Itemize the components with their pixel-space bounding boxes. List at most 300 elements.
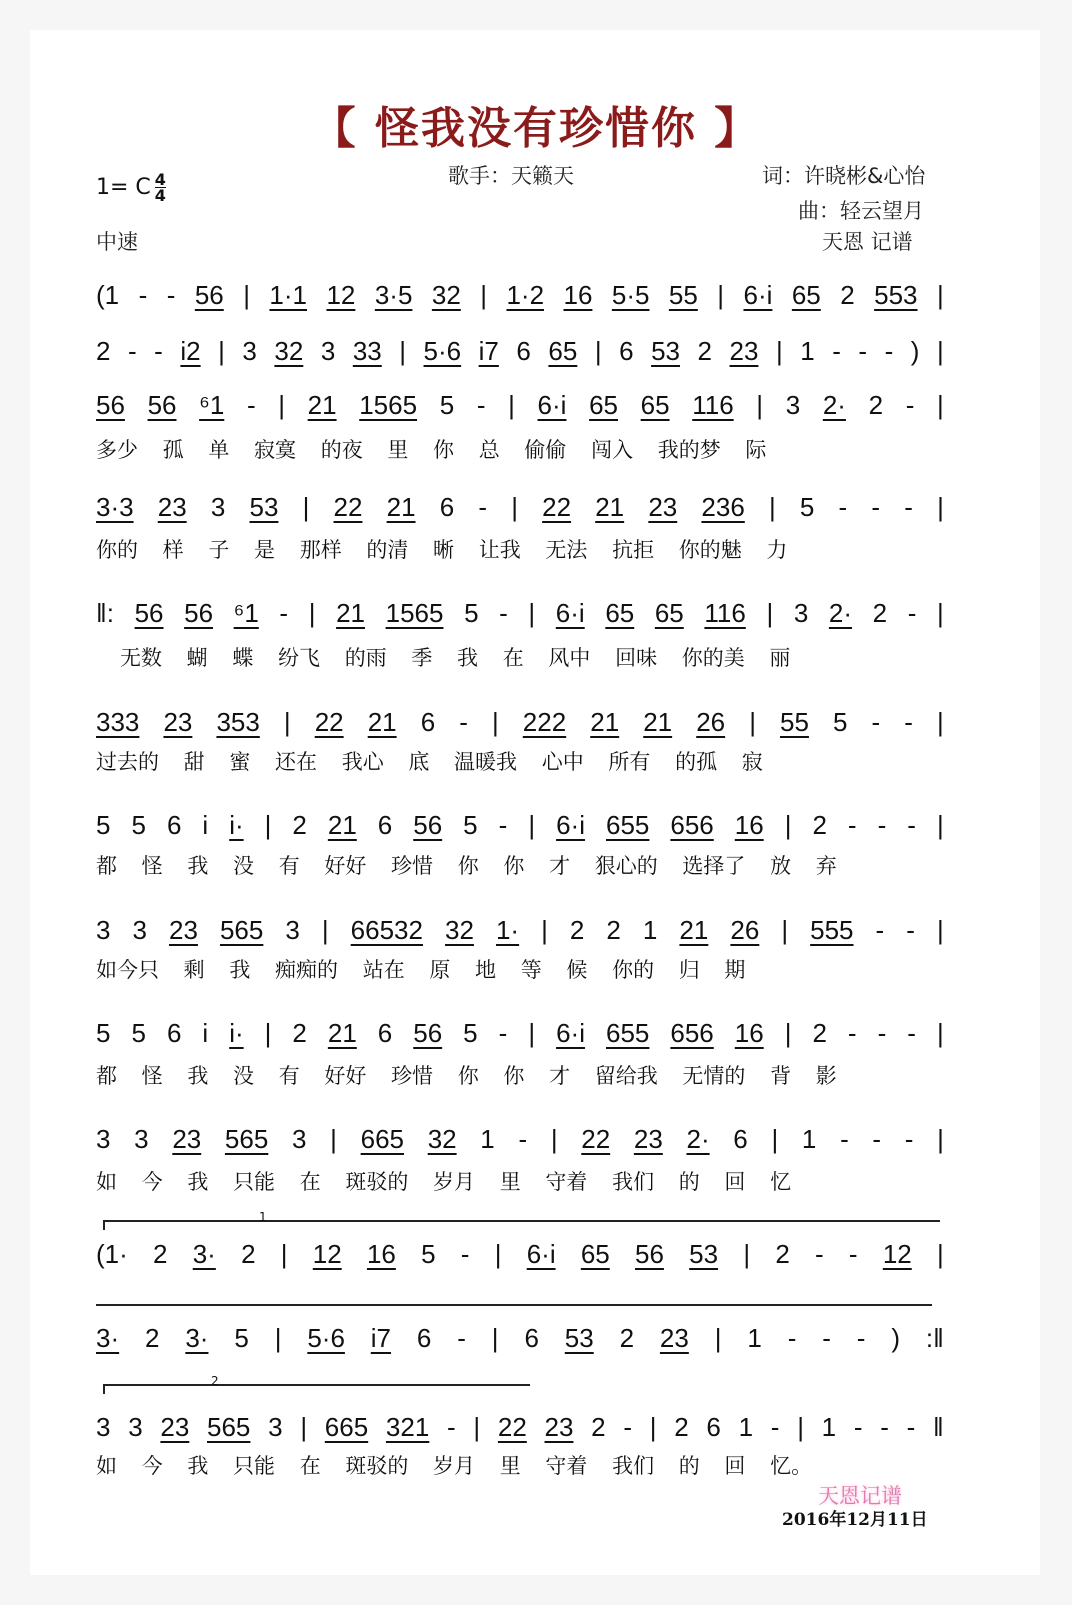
- note-group: 3: [268, 1411, 283, 1442]
- note-group: 565: [224, 1123, 269, 1154]
- note-group: -: [904, 1123, 914, 1154]
- volta-first-label: 1: [259, 1210, 267, 1224]
- barline: |: [264, 809, 272, 840]
- note-group: 16: [563, 279, 593, 310]
- note-group: 65: [640, 389, 670, 420]
- note-group: 222: [522, 706, 567, 737]
- barline: |: [274, 1322, 282, 1353]
- note-group: 56: [413, 809, 443, 840]
- barline: |: [768, 491, 776, 522]
- note-group: 665: [324, 1411, 369, 1442]
- note-group: 23: [544, 1411, 574, 1442]
- note-group: 3: [132, 914, 147, 945]
- note-group: 5: [464, 597, 479, 628]
- note-group: -: [847, 1017, 857, 1048]
- notation-line: [96, 388, 944, 422]
- note-group: 21: [336, 597, 365, 628]
- note-group: 236: [701, 491, 745, 522]
- note-group: 3: [210, 491, 226, 522]
- note-group: 56: [635, 1238, 664, 1269]
- transcriber-stamp: 天恩记谱: [818, 1484, 902, 1508]
- note-group: -: [858, 335, 868, 366]
- note-group: -: [154, 335, 163, 366]
- transcriber: 天恩 记谱: [822, 230, 913, 254]
- time-bottom: 4: [154, 186, 166, 205]
- note-group: 3: [320, 335, 336, 366]
- barline: |: [936, 1017, 944, 1048]
- notation-line: [96, 1321, 944, 1355]
- barline: |: [480, 279, 487, 310]
- note-group: -: [847, 809, 857, 840]
- barline: |: [321, 914, 329, 945]
- barline: |: [528, 809, 536, 840]
- notation-line: [96, 490, 944, 524]
- barline: |: [749, 706, 756, 737]
- note-group: 5: [234, 1322, 249, 1353]
- note-group: 3: [134, 1123, 149, 1154]
- note-group: ⁶1: [199, 389, 225, 420]
- note-group: 21: [327, 1017, 357, 1048]
- barline: |: [511, 491, 518, 522]
- note-group: 5·5: [611, 279, 650, 310]
- note-group: 3: [793, 597, 809, 628]
- barline: |: [936, 597, 944, 628]
- key-signature: [96, 172, 166, 203]
- lyrics-line: 如 今 我 只能 在 斑驳的 岁月 里 守着 我们 的 回 忆。: [96, 1454, 813, 1478]
- note-group: 33: [352, 335, 382, 366]
- note-group: -: [906, 914, 915, 945]
- note-group: -: [907, 597, 917, 628]
- note-group: 2: [775, 1238, 790, 1269]
- barline: |: [528, 1017, 536, 1048]
- note-group: 116: [692, 389, 734, 420]
- note-group: 53: [651, 335, 680, 366]
- note-group: 65: [580, 1238, 610, 1269]
- note-group: 3: [96, 914, 111, 945]
- composer: 曲：轻云望月: [798, 199, 924, 223]
- note-group: ⁶1: [233, 597, 259, 628]
- barline: |: [491, 1322, 499, 1353]
- notation-line: [96, 334, 944, 368]
- notation-line: [96, 1237, 944, 1271]
- note-group: 32: [274, 335, 304, 366]
- note-group: 3: [292, 1123, 307, 1154]
- note-group: 65: [605, 597, 635, 628]
- note-group: -: [877, 809, 887, 840]
- barline: |: [936, 279, 944, 310]
- note-group: 2: [241, 1238, 256, 1269]
- note-group: -: [838, 491, 848, 522]
- note-group: 5: [833, 706, 848, 737]
- barline: |: [649, 1411, 657, 1442]
- note-group: 655: [605, 809, 650, 840]
- note-group: 321: [385, 1411, 430, 1442]
- note-group: -: [856, 1322, 866, 1353]
- note-group: 665: [360, 1123, 404, 1154]
- note-group: (1·: [96, 1238, 128, 1269]
- note-group: 22: [581, 1123, 611, 1154]
- note-group: -: [877, 1017, 887, 1048]
- note-group: 3·: [185, 1322, 209, 1353]
- barline: |: [756, 389, 764, 420]
- note-group: 1: [642, 914, 658, 945]
- note-group: 2: [868, 389, 884, 420]
- barline: |: [300, 1411, 308, 1442]
- note-group: 3·: [192, 1238, 216, 1269]
- lyrics-line: 都 怪 我 没 有 好好 珍惜 你 你 才 狠心的 选择了 放 弃: [96, 854, 837, 878]
- barline: |: [330, 1123, 337, 1154]
- barline: |: [528, 597, 536, 628]
- barline: |: [280, 1238, 288, 1269]
- note-group: 21: [590, 706, 620, 737]
- note-group: -: [872, 1123, 882, 1154]
- note-group: 65: [791, 279, 821, 310]
- barline: |: [936, 1238, 944, 1269]
- note-group: -: [457, 1322, 466, 1353]
- note-group: 21: [327, 809, 357, 840]
- note-group: 6: [377, 809, 393, 840]
- note-group: -: [815, 1238, 824, 1269]
- note-group: 22: [542, 491, 572, 522]
- note-group: -: [832, 335, 841, 366]
- note-group: 6: [706, 1411, 721, 1442]
- notation-line: [96, 596, 944, 630]
- note-group: -: [127, 335, 137, 366]
- barline: |: [937, 1123, 944, 1154]
- note-group: 6·i: [556, 1017, 585, 1048]
- note-group: 2: [840, 279, 855, 310]
- note-group: 565: [207, 1411, 251, 1442]
- note-group: -: [871, 491, 881, 522]
- barline: |: [717, 279, 725, 310]
- note-group: -: [246, 389, 256, 420]
- note-group: 1·: [495, 914, 520, 945]
- note-group: 22: [314, 706, 344, 737]
- note-group: -: [840, 1123, 849, 1154]
- note-group: 3: [96, 1411, 111, 1442]
- note-group: 2: [697, 335, 712, 366]
- note-group: i·: [229, 1017, 244, 1048]
- note-group: 56: [147, 389, 177, 420]
- note-group: 3·5: [374, 279, 413, 310]
- note-group: 656: [670, 1017, 714, 1048]
- barline: |: [550, 1123, 558, 1154]
- song-title: 【 怪我没有珍惜你 】: [311, 103, 761, 154]
- notation-line: [96, 1410, 944, 1444]
- note-group: 21: [643, 706, 673, 737]
- barline: |: [278, 389, 286, 420]
- note-group: -: [476, 389, 486, 420]
- barline: |: [594, 335, 602, 366]
- barline: |: [491, 706, 499, 737]
- note-group: 6: [420, 706, 436, 737]
- note-group: 6·i: [743, 279, 773, 310]
- note-group: 3·: [96, 1322, 120, 1353]
- barline: |: [283, 706, 291, 737]
- note-group: 5: [131, 809, 146, 840]
- note-group: 2: [619, 1322, 635, 1353]
- lyrics-line: 过去的 甜 蜜 还在 我心 底 温暖我 心中 所有 的孤 寂: [96, 750, 763, 774]
- note-group: ): [891, 1322, 901, 1353]
- note-group: 565: [219, 914, 264, 945]
- note-group: 2·: [686, 1123, 710, 1154]
- note-group: 3·3: [96, 491, 134, 522]
- note-group: i: [202, 1017, 209, 1048]
- note-group: 23: [169, 914, 198, 945]
- note-group: i7: [478, 335, 499, 366]
- note-group: 3: [242, 335, 257, 366]
- volta-second-label: 2: [211, 1374, 219, 1388]
- note-group: 32: [445, 914, 474, 945]
- note-group: 65: [548, 335, 578, 366]
- note-group: 5: [96, 809, 111, 840]
- barline: |: [473, 1411, 481, 1442]
- barline: |: [766, 597, 774, 628]
- barline: |: [399, 335, 407, 366]
- volta-first: [103, 1210, 940, 1230]
- note-group: -: [904, 491, 913, 522]
- note-group: -: [138, 279, 148, 310]
- notation-line: [96, 705, 944, 739]
- notation-line: [96, 808, 944, 842]
- notation-line: [96, 278, 944, 312]
- note-group: 6: [416, 1322, 432, 1353]
- barline: |: [714, 1322, 722, 1353]
- volta-second: [103, 1374, 530, 1394]
- barline: |: [302, 491, 310, 522]
- note-group: 26: [696, 706, 726, 737]
- note-group: 23: [633, 1123, 663, 1154]
- note-group: -: [498, 1017, 508, 1048]
- note-group: 21: [307, 389, 337, 420]
- note-group: 55: [780, 706, 809, 737]
- note-group: 26: [730, 914, 760, 945]
- note-group: 2: [812, 1017, 827, 1048]
- lyrics-line: 你的 样 子 是 那样 的清 晰 让我 无法 抗拒 你的魅 力: [96, 538, 788, 562]
- note-group: 2: [591, 1411, 606, 1442]
- note-group: 6: [166, 809, 182, 840]
- lyricist: 词：许晓彬&心怡: [762, 164, 926, 188]
- volta-line: [96, 1304, 932, 1306]
- note-group: 2: [96, 335, 111, 366]
- note-group: -: [279, 597, 289, 628]
- note-group: 2: [292, 1017, 307, 1048]
- note-group: -: [518, 1123, 528, 1154]
- note-group: -: [623, 1411, 633, 1442]
- note-group: 5: [131, 1017, 146, 1048]
- note-group: 21: [679, 914, 709, 945]
- date: 2016年12月11日: [782, 1510, 928, 1530]
- note-group: 53: [564, 1322, 594, 1353]
- note-group: -: [848, 1238, 858, 1269]
- note-group: -: [498, 809, 508, 840]
- note-group: 6·i: [537, 389, 567, 420]
- note-group: 5: [439, 389, 455, 420]
- note-group: -: [460, 1238, 470, 1269]
- note-group: 56: [134, 597, 164, 628]
- note-group: 55: [668, 279, 698, 310]
- note-group: 2: [606, 914, 621, 945]
- note-group: -: [905, 389, 915, 420]
- note-group: -: [787, 1322, 797, 1353]
- note-group: 53: [249, 491, 279, 522]
- note-group: 6: [516, 335, 531, 366]
- note-group: 5: [96, 1017, 111, 1048]
- note-group: 2: [872, 597, 888, 628]
- note-group: 2: [145, 1322, 160, 1353]
- note-group: 116: [704, 597, 746, 628]
- note-group: 3: [96, 1123, 111, 1154]
- note-group: ): [910, 335, 920, 366]
- note-group: -: [907, 809, 916, 840]
- notation-line: [96, 1016, 944, 1050]
- note-group: -: [459, 706, 468, 737]
- note-group: -: [875, 914, 885, 945]
- note-group: 32: [427, 1123, 457, 1154]
- barline: |: [308, 597, 316, 628]
- note-group: 56: [184, 597, 214, 628]
- note-group: i7: [370, 1322, 392, 1353]
- note-group: 6: [377, 1017, 393, 1048]
- note-group: (1: [96, 279, 120, 310]
- note-group: 2: [153, 1238, 168, 1269]
- time-top: 4: [154, 170, 166, 189]
- barline: |: [936, 914, 944, 945]
- note-group: 56: [96, 389, 125, 420]
- note-group: 16: [366, 1238, 396, 1269]
- note-group: -: [907, 1017, 916, 1048]
- barline: |: [781, 914, 789, 945]
- note-group: 353: [216, 706, 260, 737]
- lyrics-line: 如今只 剩 我 痴痴的 站在 原 地 等 候 你的 归 期: [96, 958, 746, 982]
- note-group: 5: [463, 809, 478, 840]
- barline: |: [541, 914, 548, 945]
- note-group: 32: [431, 279, 461, 310]
- note-group: 6: [166, 1017, 182, 1048]
- barline: |: [494, 1238, 502, 1269]
- barline: |: [243, 279, 250, 310]
- note-group: 6: [439, 491, 455, 522]
- note-group: 23: [157, 491, 187, 522]
- note-group: 21: [367, 706, 397, 737]
- note-group: 2: [569, 914, 585, 945]
- note-group: 16: [734, 809, 764, 840]
- note-group: 5: [421, 1238, 436, 1269]
- note-group: 655: [605, 1017, 650, 1048]
- lyrics-line: 都 怪 我 没 有 好好 珍惜 你 你 才 留给我 无情的 背 影: [96, 1064, 837, 1088]
- notation-line: [96, 1122, 944, 1156]
- barline: |: [743, 1238, 751, 1269]
- note-group: 22: [333, 491, 363, 522]
- note-group: ‖: [933, 1411, 944, 1442]
- note-group: 1: [738, 1411, 754, 1442]
- note-group: 23: [648, 491, 678, 522]
- barline: |: [771, 1123, 779, 1154]
- note-group: -: [499, 597, 508, 628]
- note-group: -: [822, 1322, 831, 1353]
- barline: |: [784, 1017, 792, 1048]
- note-group: 23: [160, 1411, 190, 1442]
- note-group: 21: [595, 491, 625, 522]
- note-group: 1: [801, 1123, 817, 1154]
- key-label: 1= C: [96, 175, 151, 200]
- note-group: -: [770, 1411, 780, 1442]
- time-signature: [155, 172, 166, 203]
- note-group: 23: [163, 706, 193, 737]
- note-group: i2: [180, 335, 201, 366]
- note-group: 6: [524, 1322, 539, 1353]
- note-group: 6·i: [526, 1238, 556, 1269]
- tempo: 中速: [96, 230, 138, 254]
- lyrics-line: 如 今 我 只能 在 斑驳的 岁月 里 守着 我们 的 回 忆: [96, 1170, 792, 1194]
- note-group: -: [447, 1411, 456, 1442]
- barline: |: [264, 1017, 272, 1048]
- barline: |: [936, 335, 944, 366]
- barline: |: [508, 389, 515, 420]
- note-group: i·: [229, 809, 244, 840]
- note-group: 5·6: [307, 1322, 345, 1353]
- note-group: 65: [589, 389, 618, 420]
- note-group: 56: [194, 279, 224, 310]
- note-group: 6: [619, 335, 634, 366]
- note-group: 555: [810, 914, 854, 945]
- note-group: 12: [312, 1238, 342, 1269]
- note-group: -: [880, 1411, 889, 1442]
- note-group: 656: [670, 809, 714, 840]
- note-group: 3: [785, 389, 801, 420]
- note-group: 1: [480, 1123, 495, 1154]
- note-group: 6·i: [556, 809, 585, 840]
- barline: |: [937, 491, 944, 522]
- note-group: 1565: [359, 389, 418, 420]
- note-group: 21: [386, 491, 416, 522]
- note-group: 12: [326, 279, 356, 310]
- note-group: 22: [497, 1411, 527, 1442]
- note-group: 2: [812, 809, 827, 840]
- note-group: 3: [128, 1411, 143, 1442]
- note-group: 56: [413, 1017, 443, 1048]
- lyrics-line: 无数 蝴 蝶 纷飞 的雨 季 我 在 风中 回味 你的美 丽: [120, 646, 791, 670]
- note-group: -: [478, 491, 488, 522]
- note-group: 65: [654, 597, 684, 628]
- note-group: 16: [734, 1017, 764, 1048]
- note-group: -: [884, 335, 894, 366]
- note-group: 2: [674, 1411, 689, 1442]
- note-group: 1: [747, 1322, 762, 1353]
- note-group: 5: [799, 491, 815, 522]
- note-group: 2: [292, 809, 307, 840]
- note-group: 53: [689, 1238, 719, 1269]
- note-group: -: [871, 706, 881, 737]
- barline: |: [797, 1411, 804, 1442]
- singer: 歌手：天籁天: [448, 164, 574, 188]
- note-group: 1·1: [269, 279, 307, 310]
- note-group: 553: [874, 279, 918, 310]
- note-group: 23: [729, 335, 759, 366]
- note-group: 1: [821, 1411, 837, 1442]
- note-group: -: [166, 279, 176, 310]
- note-group: 23: [659, 1322, 689, 1353]
- note-group: ‖:: [96, 597, 114, 628]
- note-group: 1·2: [506, 279, 545, 310]
- note-group: 23: [172, 1123, 202, 1154]
- lyrics-line: 多少 孤 单 寂寞 的夜 里 你 总 偷偷 闯入 我的梦 际: [96, 438, 767, 462]
- note-group: i: [202, 809, 209, 840]
- barline: |: [218, 335, 225, 366]
- barline: |: [784, 809, 792, 840]
- note-group: 1: [800, 335, 815, 366]
- note-group: 66532: [350, 914, 423, 945]
